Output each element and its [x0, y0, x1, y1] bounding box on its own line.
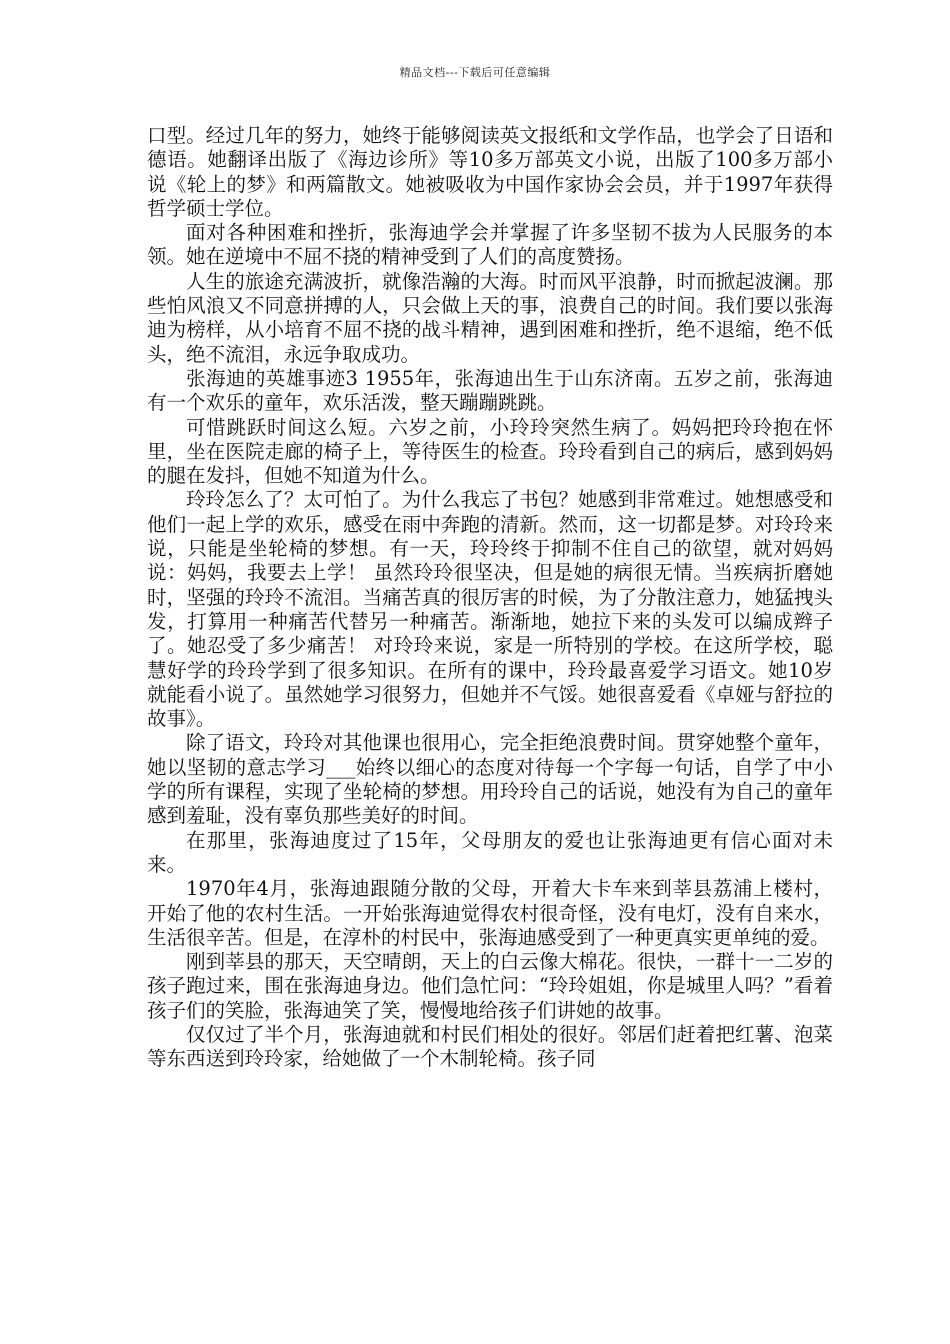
paragraph-5: 可惜跳跃时间这么短。六岁之前，小玲玲突然生病了。妈妈把玲玲抱在怀里，坐在医院走廊的椅子上，等待医生的检查。玲玲看到自己的病后，感到妈妈的腿在发抖，但她不知道为什么。 — [147, 415, 833, 488]
document-body — [147, 124, 833, 1072]
paragraph-3: 人生的旅途充满波折，就像浩瀚的大海。时而风平浪静，时而掀起波澜。那些怕风浪又不同意拼搏的人，只会做上天的事，浪费自己的时间。我们要以张海迪为榜样，从小培育不屈不挠的战斗精神，遇到困难和挫折，绝不退缩，绝不低头，绝不流泪，永远争取成功。 — [147, 269, 833, 366]
page-header: 精品文档---下载后可任意编辑 — [399, 66, 551, 79]
paragraph-6: 玲玲怎么了？太可怕了。为什么我忘了书包？她感到非常难过。她想感受和他们一起上学的欢乐，感受在雨中奔跑的清新。然而，这一切都是梦。对玲玲来说，只能是坐轮椅的梦想。有一天，玲玲终于抑制不住自己的欲望，就对妈妈说：妈妈，我要去上学！ 虽然玲玲很坚决，但是她的病很无情。当疾病折磨她时，坚强的玲玲不流泪。当痛苦真的很厉害的时候，为了分散注意力，她猛拽头发，打算用一种痛苦代替另一种痛苦。渐渐地，她拉下来的头发可以编成辫子了。她忍受了多少痛苦！ 对玲玲来说，家是一所特别的学校。在这所学校，聪慧好学的玲玲学到了很多知识。在所有的课中，玲玲最喜爱学习语文。她10岁就能看小说了。虽然她学习很努力，但她并不气馁。她很喜爱看《卓娅与舒拉的故事》。 — [147, 488, 833, 731]
paragraph-9: 1970年4月，张海迪跟随分散的父母，开着大卡车来到莘县荔浦上楼村，开始了他的农村生活。一开始张海迪觉得农村很奇怪，没有电灯，没有自来水，生活很辛苦。但是，在淳朴的村民中，张海迪感受到了一种更真实更单纯的爱。 — [147, 877, 833, 949]
paragraph-4: 张海迪的英雄事迹3 1955年，张海迪出生于山东济南。五岁之前，张海迪有一个欢乐的童年，欢乐活泼，整天蹦蹦跳跳。 — [147, 366, 833, 415]
paragraph-8: 在那里，张海迪度过了15年，父母朋友的爱也让张海迪更有信心面对未来。 — [147, 828, 833, 876]
paragraph-11: 仅仅过了半个月，张海迪就和村民们相处的很好。邻居们赶着把红薯、泡菜等东西送到玲玲家，给她做了一个木制轮椅。孩子同 — [147, 1022, 833, 1071]
paragraph-1: 口型。经过几年的努力，她终于能够阅读英文报纸和文学作品，也学会了日语和德语。她翻译出版了《海边诊所》等10多万部英文小说，出版了100多万部小说《轮上的梦》和两篇散文。她被吸收为中国作家协会会员，并于1997年获得哲学硕士学位。 — [147, 124, 833, 220]
paragraph-10: 刚到莘县的那天，天空晴朗，天上的白云像大棉花。很快，一群十一二岁的孩子跑过来，围在张海迪身边。他们急忙问：“玲玲姐姐，你是城里人吗？”看着孩子们的笑脸，张海迪笑了笑，慢慢地给孩子们讲她的故事。 — [147, 950, 833, 1022]
paragraph-2: 面对各种困难和挫折，张海迪学会并掌握了许多坚韧不拔为人民服务的本领。她在逆境中不屈不挠的精神受到了人们的高度赞扬。 — [147, 221, 833, 269]
paragraph-7: 除了语文，玲玲对其他课也很用心，完全拒绝浪费时间。贯穿她整个童年，她以坚韧的意志学习___始终以细心的态度对待每一个字每一句话，自学了中小学的所有课程，实现了坐轮椅的梦想。用玲玲自己的话说，她没有为自己的童年感到羞耻，没有辜负那些美好的时间。 — [147, 731, 833, 828]
